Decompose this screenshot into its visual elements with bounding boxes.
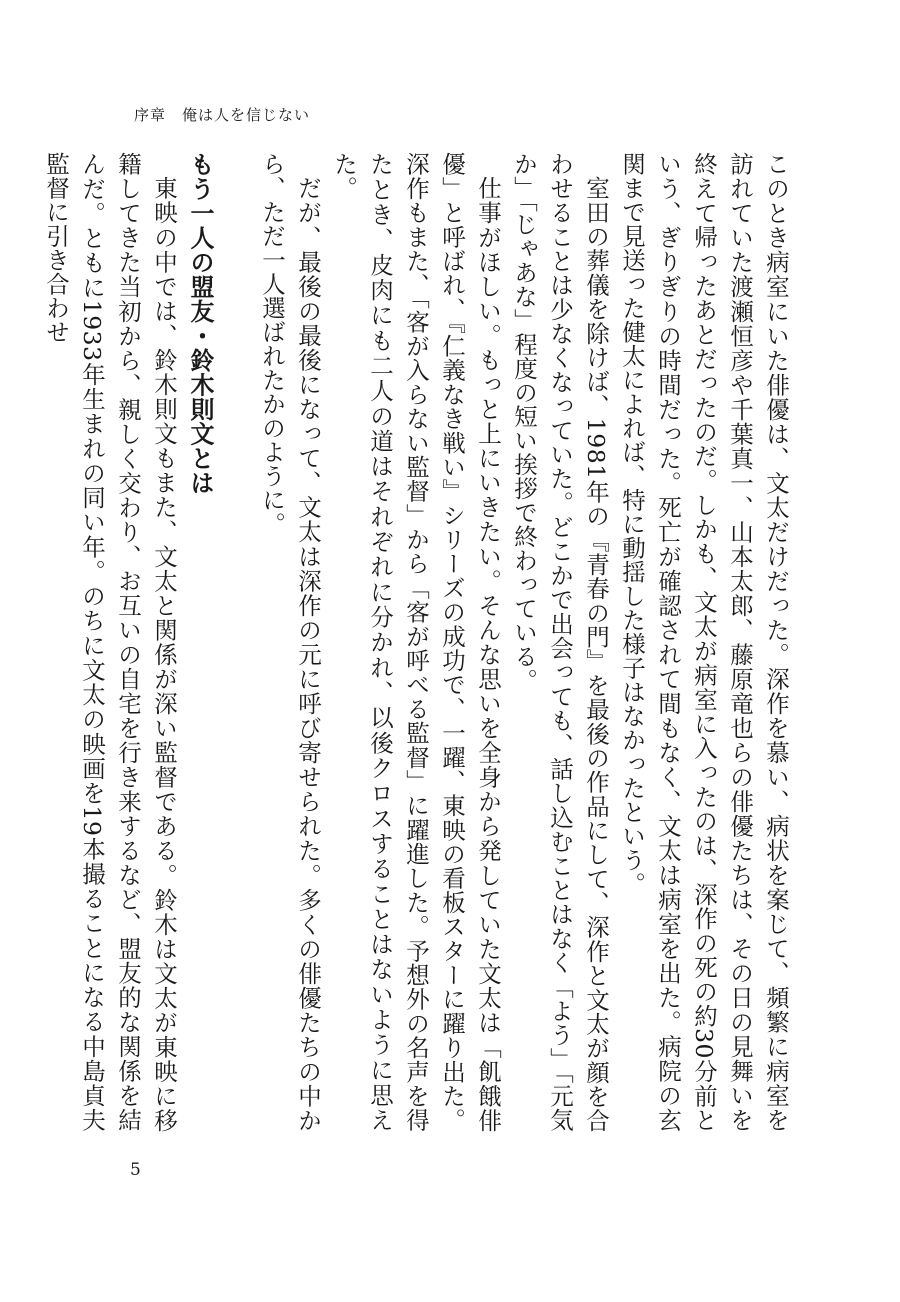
paragraph: このとき病室にいた俳優は、文太だけだった。深作を慕い、病状を案じて、頻繁に病室を訪れていた渡瀬恒彦や千葉真一、山本太郎、藤原竜也らの俳優たちは、その日の見舞いを終えて帰ったあとだったのだ。しかも、文太が病室に入ったのは、深作の死の約30分前という、ぎりぎりの時間だった。死亡が確認されて間もなく、文太は病室を出た。病院の玄関まで見送った健太によれば、特に動揺した様子はなかったという。 [618, 152, 790, 1132]
paragraph: 仕事がほしい。もっと上にいきたい。そんな思いを全身から発していた文太は「飢餓俳優」と呼ばれ、『仁義なき戦い』シリーズの成功で、一躍、東映の看板スターに躍り出た。深作もまた、「客が入らない監督」から「客が呼べる監督」に躍進した。予想外の名声を得たとき、皮肉にも二人の道はそれぞれに分かれ、以後クロスすることはないように思えた。 [330, 152, 502, 1132]
paragraph: だが、最後の最後になって、文太は深作の元に呼び寄せられた。多くの俳優たちの中から、ただ一人選ばれたかのように。 [258, 152, 322, 1132]
paragraph: 東映の中では、鈴木則文もまた、文太と関係が深い監督である。鈴木は文太が東映に移籍してきた当初から、親しく交わり、お互いの自宅を行き来するなど、盟友的な関係を結んだ。ともに1933年生まれの同い年。のちに文太の映画を19本撮ることになる中島貞夫監督に引き合わせ [42, 152, 178, 1132]
running-head: 序章 俺は人を信じない [134, 106, 311, 124]
paragraph: 室田の葬儀を除けば、1981年の『青春の門』を最後の作品にして、深作と文太が顔を合わせることは少なくなっていた。どこかで出会っても、話し込むことはなく「よう」「元気か」「じゃあな」程度の短い挨拶で終わっている。 [510, 152, 610, 1132]
body-text [42, 152, 794, 1132]
page-number: 5 [130, 1160, 141, 1180]
section-heading: もう一人の盟友・鈴木則文とは [186, 152, 214, 495]
